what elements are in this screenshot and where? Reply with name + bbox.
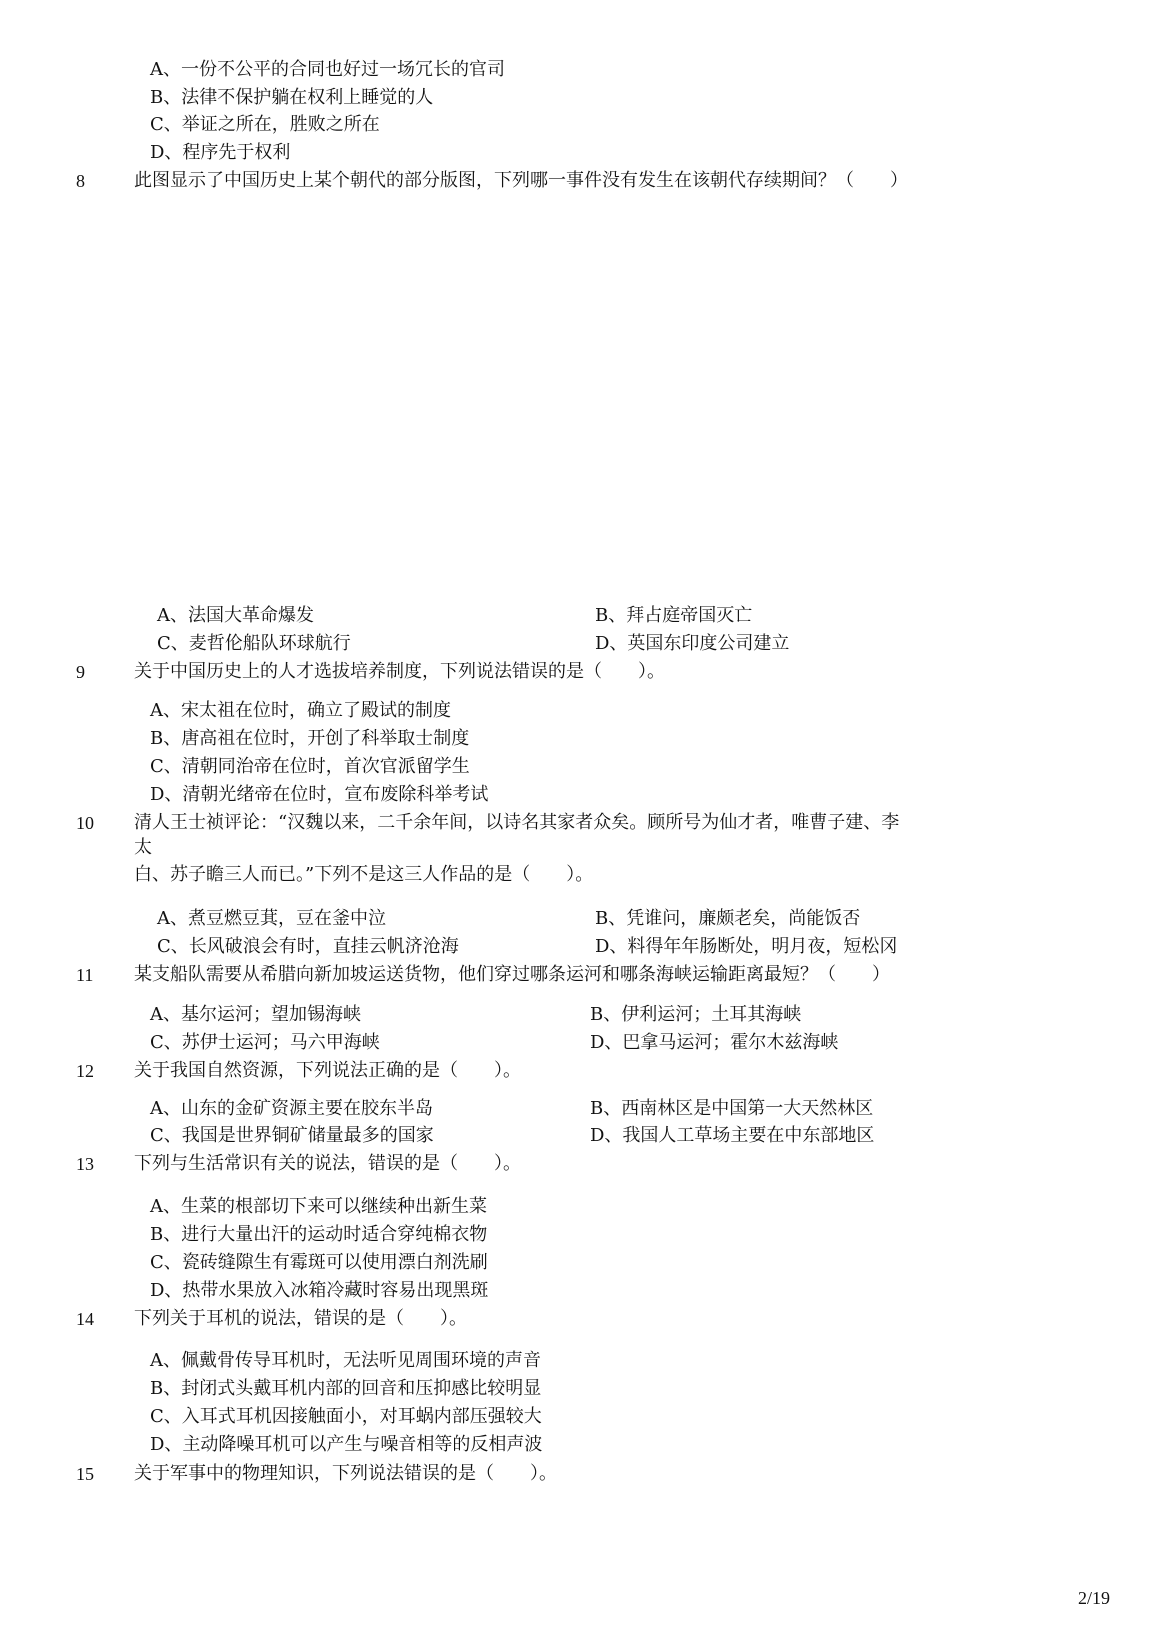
q10-number: 10 (76, 813, 94, 833)
q10-option-b: B、凭谁问，廉颇老矣，尚能饭否 (595, 908, 861, 929)
q8-option-b: B、拜占庭帝国灭亡 (595, 605, 753, 626)
q11-stem: 某支船队需要从希腊向新加坡运送货物，他们穿过哪条运河和哪条海峡运输距离最短？（ ） (134, 964, 890, 985)
q14-number: 14 (76, 1309, 94, 1329)
q14-option-b: B、封闭式头戴耳机内部的回音和压抑感比较明显 (150, 1378, 542, 1399)
q8-number: 8 (76, 171, 85, 191)
q11-option-c: C、苏伊士运河；马六甲海峡 (150, 1032, 380, 1053)
q12-option-c: C、我国是世界铜矿储量最多的国家 (150, 1125, 434, 1146)
q9-option-c: C、清朝同治帝在位时，首次官派留学生 (150, 756, 470, 777)
q9-option-b: B、唐高祖在位时，开创了科举取士制度 (150, 728, 470, 749)
q10-option-c: C、长风破浪会有时，直挂云帆济沧海 (157, 936, 459, 957)
q14-option-c: C、入耳式耳机因接触面小，对耳蜗内部压强较大 (150, 1406, 542, 1427)
q10-option-d: D、料得年年肠断处，明月夜，短松冈 (595, 936, 898, 957)
q11-option-b: B、伊利运河；土耳其海峡 (590, 1004, 802, 1025)
q10-stem-line3: 白、苏子瞻三人而已。”下列不是这三人作品的是（ ）。 (134, 864, 594, 885)
q13-option-a: A、生菜的根部切下来可以继续种出新生菜 (150, 1196, 487, 1217)
map-figure-placeholder (140, 205, 1000, 625)
q9-option-a: A、宋太祖在位时，确立了殿试的制度 (150, 700, 451, 721)
q8-option-a: A、法国大革命爆发 (157, 605, 314, 626)
q12-stem: 关于我国自然资源，下列说法正确的是（ ）。 (134, 1060, 521, 1081)
q10-stem-line1: 清人王士祯评论：“汉魏以来，二千余年间，以诗名其家者众矣。顾所号为仙才者，唯曹子建、李 (134, 812, 900, 833)
q12-option-a: A、山东的金矿资源主要在胶东半岛 (150, 1098, 433, 1119)
q8-option-c: C、麦哲伦船队环球航行 (157, 633, 351, 654)
q14-option-a: A、佩戴骨传导耳机时，无法听见周围环境的声音 (150, 1350, 541, 1371)
q8-option-d: D、英国东印度公司建立 (595, 633, 790, 654)
q13-option-d: D、热带水果放入冰箱冷藏时容易出现黑斑 (150, 1280, 489, 1301)
page-number: 2/19 (1077, 1588, 1110, 1608)
q13-number: 13 (76, 1154, 94, 1174)
q12-number: 12 (76, 1061, 94, 1081)
q11-option-d: D、巴拿马运河；霍尔木兹海峡 (590, 1032, 839, 1053)
q8-stem: 此图显示了中国历史上某个朝代的部分版图，下列哪一事件没有发生在该朝代存续期间？（ ） (134, 170, 908, 191)
q10-stem-line2: 太 (134, 837, 152, 858)
q7-option-c: C、举证之所在，胜败之所在 (150, 114, 380, 135)
q7-option-b: B、法律不保护躺在权利上睡觉的人 (150, 87, 434, 108)
q10-option-a: A、煮豆燃豆萁，豆在釜中泣 (157, 908, 386, 929)
q15-number: 15 (76, 1464, 94, 1484)
q11-option-a: A、基尔运河；望加锡海峡 (150, 1004, 361, 1025)
q9-option-d: D、清朝光绪帝在位时，宣布废除科举考试 (150, 784, 489, 805)
q7-option-a: A、一份不公平的合同也好过一场冗长的官司 (150, 59, 505, 80)
q7-option-d: D、程序先于权利 (150, 142, 291, 163)
q13-option-b: B、进行大量出汗的运动时适合穿纯棉衣物 (150, 1224, 488, 1245)
q12-option-b: B、西南林区是中国第一大天然林区 (590, 1098, 874, 1119)
q15-stem: 关于军事中的物理知识，下列说法错误的是（ ）。 (134, 1463, 557, 1484)
q12-option-d: D、我国人工草场主要在中东部地区 (590, 1125, 875, 1146)
q13-stem: 下列与生活常识有关的说法，错误的是（ ）。 (134, 1153, 521, 1174)
q13-option-c: C、瓷砖缝隙生有霉斑可以使用漂白剂洗刷 (150, 1252, 488, 1273)
q14-stem: 下列关于耳机的说法，错误的是（ ）。 (134, 1308, 467, 1329)
q11-number: 11 (76, 965, 94, 985)
q9-stem: 关于中国历史上的人才选拔培养制度，下列说法错误的是（ ）。 (134, 661, 665, 682)
q14-option-d: D、主动降噪耳机可以产生与噪音相等的反相声波 (150, 1434, 543, 1455)
q9-number: 9 (76, 662, 85, 682)
